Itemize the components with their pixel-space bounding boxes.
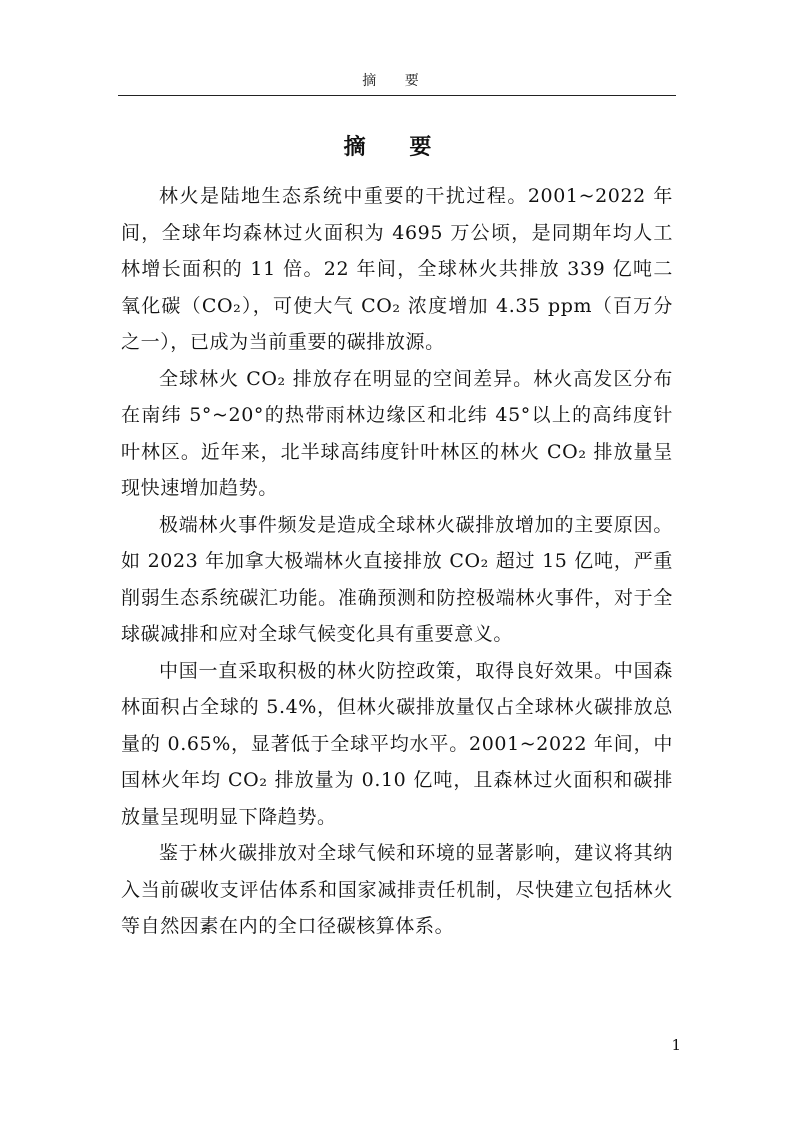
- abstract-body: [121, 178, 673, 945]
- running-header: 摘 要: [362, 73, 431, 89]
- paragraph-1: 林火是陆地生态系统中重要的干扰过程。2001~2022 年间，全球年均森林过火面积为 4695 万公顷，是同期年均人工林增长面积的 11 倍。22 年间，全球林火共排放 339 亿吨二氧化碳（CO₂），可使大气 CO₂ 浓度增加 4.35 ppm（百万分之一），已成为当前重要的碳排放源。: [121, 185, 673, 353]
- paragraph-2: 全球林火 CO₂ 排放存在明显的空间差异。林火高发区分布在南纬 5°~20°的热带雨林边缘区和北纬 45°以上的高纬度针叶林区。近年来，北半球高纬度针叶林区的林火 CO₂ 排放量呈现快速增加趋势。: [121, 367, 673, 499]
- paragraph-3: 极端林火事件频发是造成全球林火碳排放增加的主要原因。如 2023 年加拿大极端林火直接排放 CO₂ 超过 15 亿吨，严重削弱生态系统碳汇功能。准确预测和防控极端林火事件，对于全球碳减排和应对全球气候变化具有重要意义。: [121, 513, 673, 645]
- section-title: 摘 要: [343, 135, 450, 160]
- paragraph-5: 鉴于林火碳排放对全球气候和环境的显著影响，建议将其纳入当前碳收支评估体系和国家减排责任机制，尽快建立包括林火等自然因素在内的全口径碳核算体系。: [121, 842, 673, 937]
- paragraph-4: 中国一直采取积极的林火防控政策，取得良好效果。中国森林面积占全球的 5.4%，但林火碳排放量仅占全球林火碳排放总量的 0.65%，显著低于全球平均水平。2001~2022 年间，中国林火年均 CO₂ 排放量为 0.10 亿吨，且森林过火面积和碳排放量呈现明显下降趋势。: [121, 659, 673, 828]
- header-divider: [118, 95, 676, 96]
- page-number: 1: [671, 1036, 681, 1054]
